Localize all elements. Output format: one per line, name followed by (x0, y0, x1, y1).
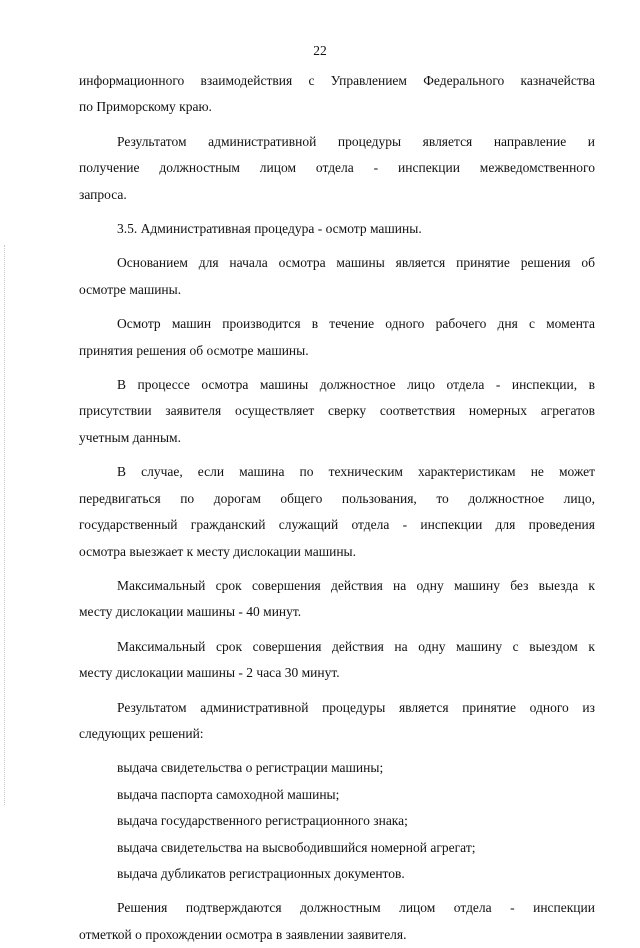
paragraph-continuation (79, 68, 595, 121)
text-line: месту дислокации машины - 40 минут. (79, 604, 302, 620)
text-line: передвигаться по дорогам общего пользования, то должностное лицо, (79, 490, 595, 506)
text-line: осмотра выезжает к месту дислокации машины. (79, 543, 356, 559)
text-line: месту дислокации машины - 2 часа 30 минут. (79, 665, 340, 681)
paragraph-result-decisions (79, 695, 595, 748)
section-heading-3-5 (79, 216, 595, 242)
paragraph-inspection-basis (79, 250, 595, 303)
list-item: выдача свидетельства на высвободившийся номерной агрегат; (117, 839, 476, 855)
text-line: присутствии заявителя осуществляет сверку соответствия номерных агрегатов (79, 403, 595, 419)
paragraph-offroad-case (79, 459, 595, 565)
text-line: государственный гражданский служащий отдела - инспекции для проведения (79, 517, 595, 533)
text-line: по Приморскому краю. (79, 99, 212, 115)
text-line: следующих решений: (79, 725, 204, 741)
text-line: Основанием для начала осмотра машины является принятие решения об (117, 255, 595, 271)
text-line: В случае, если машина по техническим характеристикам не может (117, 464, 595, 480)
text-line: Осмотр машин производится в течение одного рабочего дня с момента (117, 316, 595, 332)
text-line: учетным данным. (79, 429, 181, 445)
document-body (79, 68, 595, 948)
text-line: 3.5. Административная процедура - осмотр машины. (117, 221, 422, 237)
decision-list (79, 755, 595, 887)
list-item: выдача государственного регистрационного знака; (117, 813, 408, 829)
text-line: информационного взаимодействия с Управлением Федерального казначейства (79, 73, 595, 88)
text-line: Максимальный срок совершения действия на одну машину с выездом к (117, 638, 595, 654)
list-item: выдача паспорта самоходной машины; (117, 786, 340, 802)
binding-edge-marks (4, 245, 7, 805)
text-line: Результатом административной процедуры является принятие одного из (117, 699, 595, 715)
text-line: В процессе осмотра машины должностное лицо отдела - инспекции, в (117, 377, 595, 393)
paragraph-result-request (79, 129, 595, 208)
paragraph-max-time-no-trip (79, 573, 595, 626)
text-line: отметкой о прохождении осмотра в заявлении заявителя. (79, 926, 407, 942)
text-line: получение должностным лицом отдела - инспекции межведомственного (79, 160, 595, 176)
paragraph-max-time-with-trip (79, 634, 595, 687)
text-line: Максимальный срок совершения действия на одну машину без выезда к (117, 577, 595, 593)
paragraph-inspection-timing (79, 311, 595, 364)
text-line: принятия решения об осмотре машины. (79, 342, 309, 358)
paragraph-inspection-process (79, 372, 595, 451)
text-line: Результатом административной процедуры является направление и (117, 133, 595, 149)
text-line: осмотре машины. (79, 281, 182, 297)
list-item: выдача дубликатов регистрационных документов. (117, 865, 405, 881)
list-item: выдача свидетельства о регистрации машины; (117, 760, 384, 776)
page-number: 22 (313, 43, 327, 58)
text-line: запроса. (79, 186, 127, 202)
paragraph-decision-confirmation (79, 895, 595, 948)
text-line: Решения подтверждаются должностным лицом отдела - инспекции (117, 900, 595, 916)
